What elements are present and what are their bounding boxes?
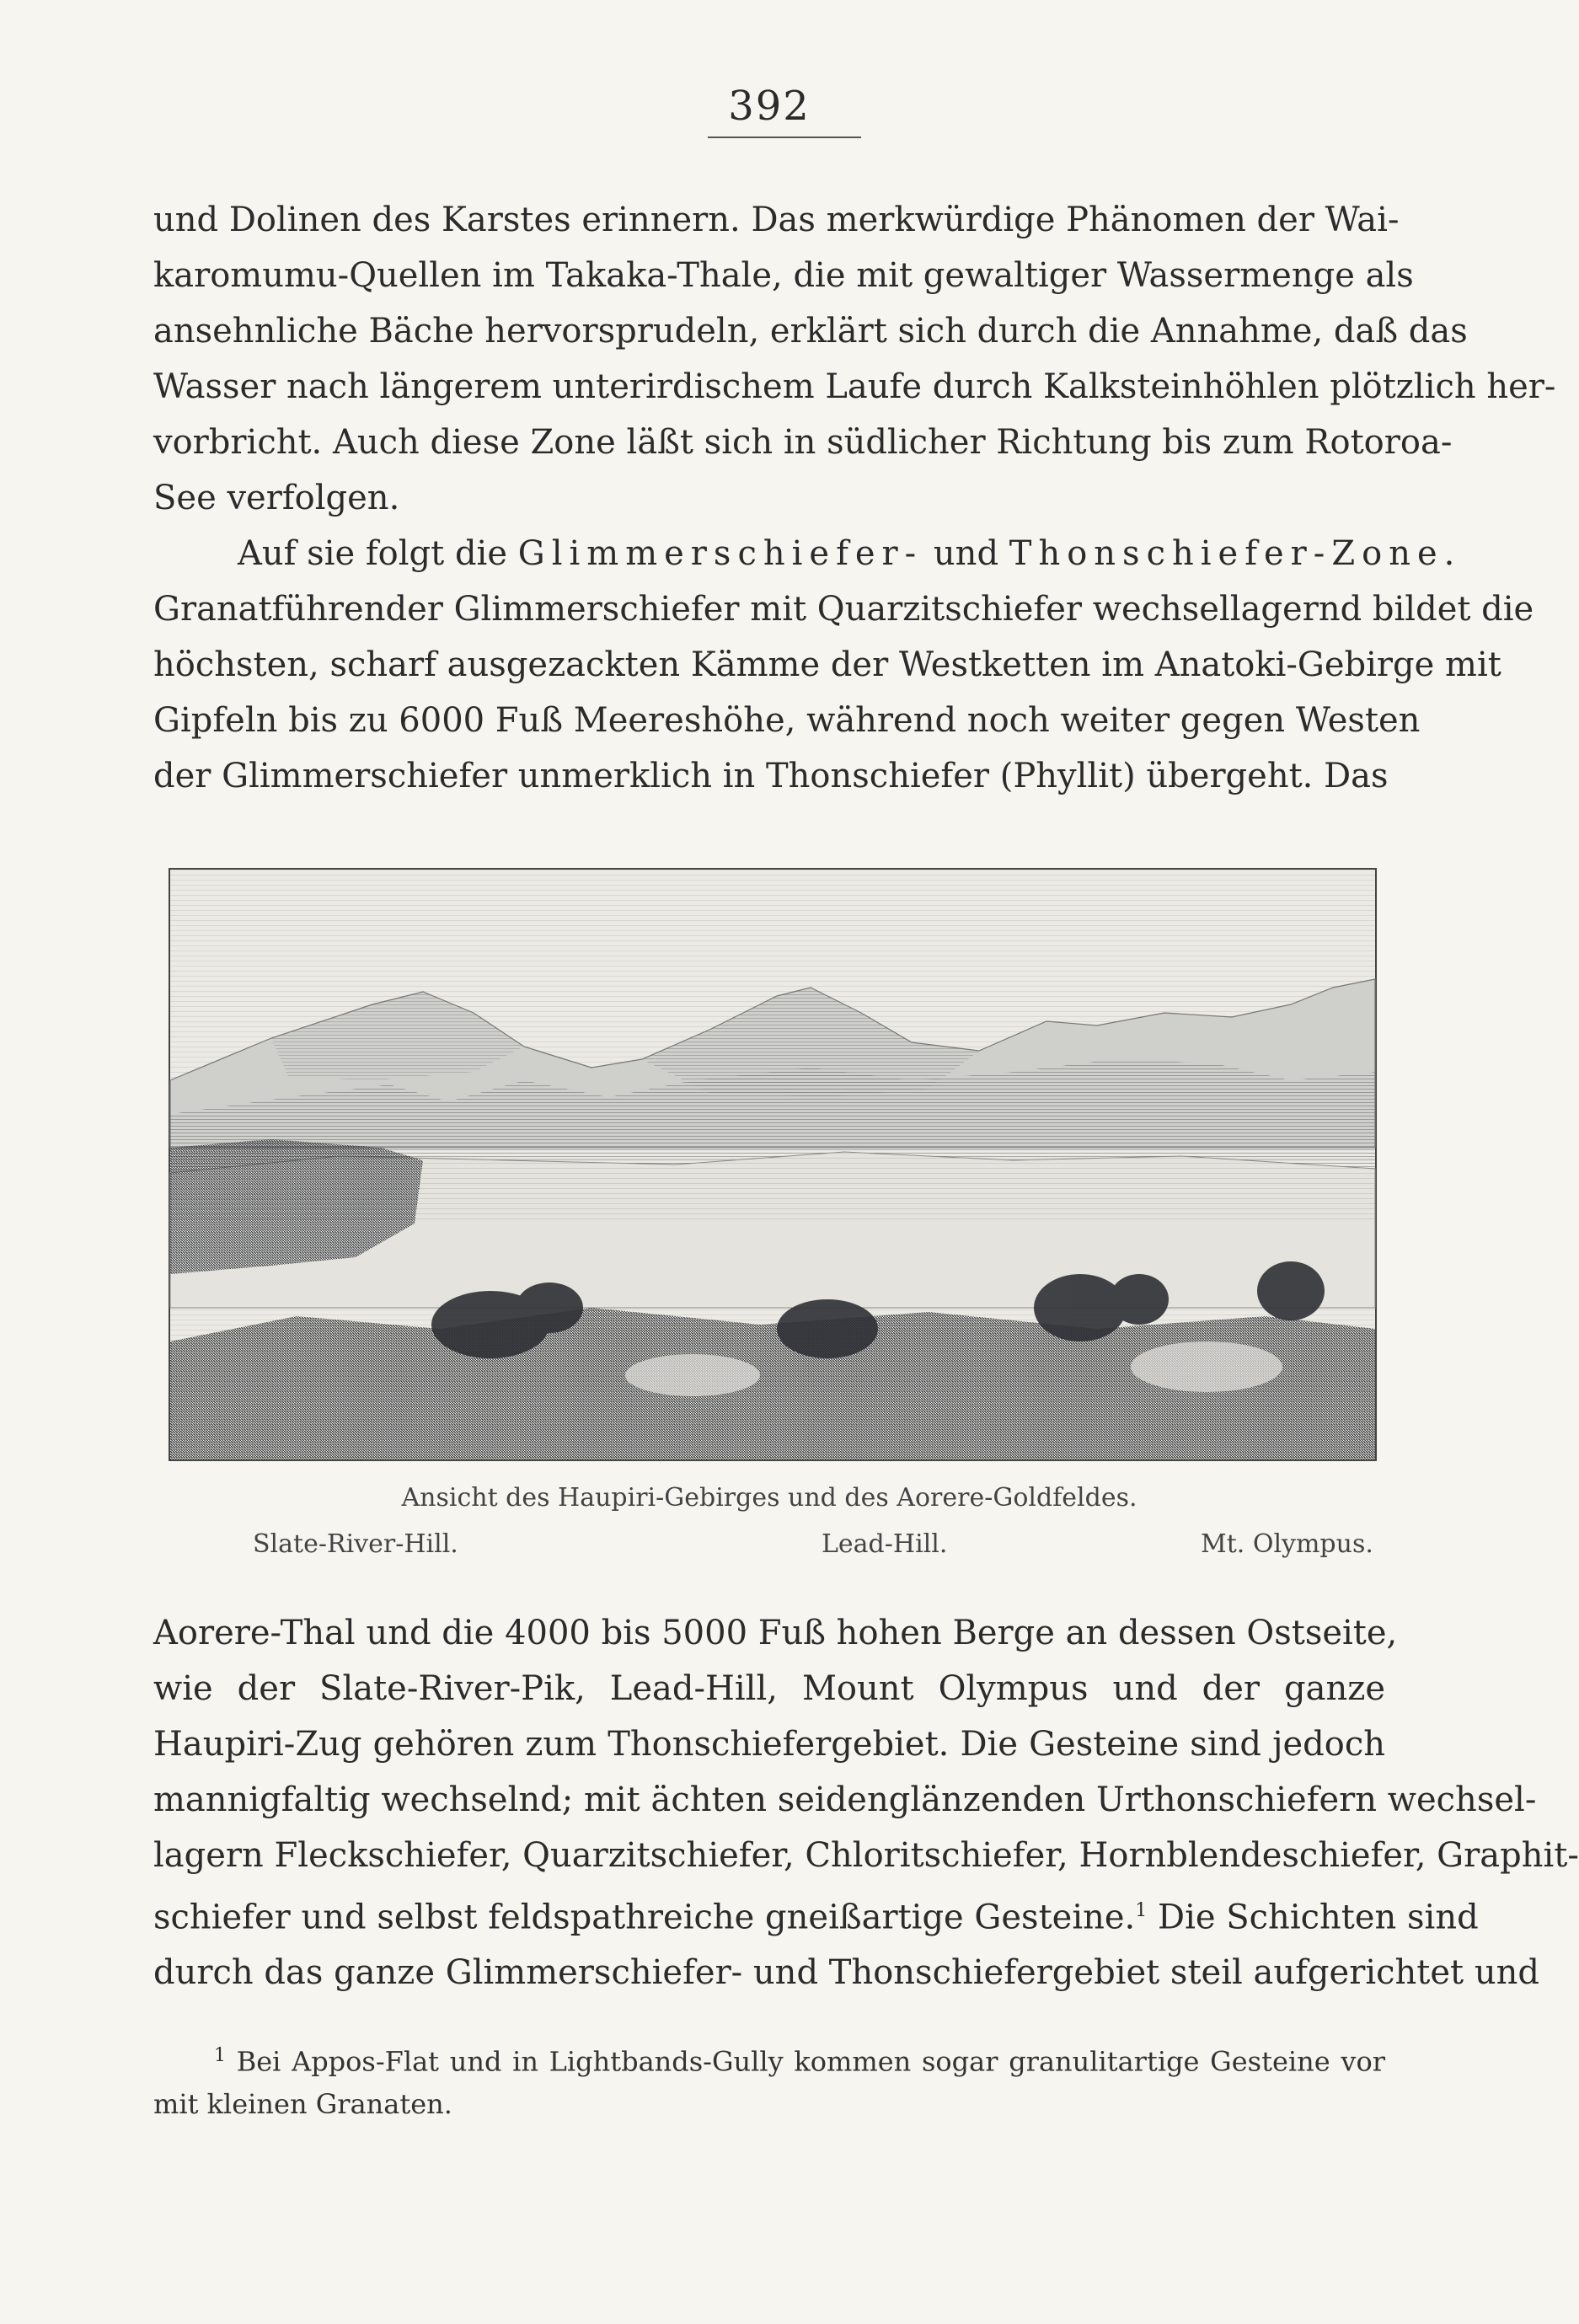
label-mt-olympus: Mt. Olympus. bbox=[1201, 1529, 1373, 1559]
footnote-line: mit kleinen Granaten. bbox=[153, 2087, 452, 2120]
text-line: See verfolgen. bbox=[153, 479, 400, 517]
footnote bbox=[153, 2035, 1385, 2125]
paragraph-2 bbox=[153, 526, 1534, 804]
text-line: lagern Fleckschiefer, Quarzitschiefer, Chloritschiefer, Hornblendeschiefer, Graphit- bbox=[153, 1836, 1579, 1875]
text-line: vorbricht. Auch diese Zone läßt sich in südlicher Richtung bis zum Rotoroa- bbox=[153, 423, 1453, 462]
text-line: durch das ganze Glimmerschiefer- und Thonschiefergebiet steil aufgerichtet und bbox=[153, 1953, 1539, 1993]
page-number: 392 bbox=[728, 83, 811, 130]
label-lead-hill: Lead-Hill. bbox=[822, 1529, 948, 1559]
text-line: der Glimmerschiefer unmerklich in Thonschiefer (Phyllit) übergeht. Das bbox=[153, 757, 1389, 795]
text-line: höchsten, scharf ausgezackten Kämme der Westketten im Anatoki-Gebirge mit bbox=[153, 645, 1501, 684]
paragraph-1 bbox=[153, 192, 1556, 526]
text-line: und Dolinen des Karstes erinnern. Das merkwürdige Phänomen der Wai- bbox=[153, 201, 1400, 239]
figure-caption: Ansicht des Haupiri-Gebirges und des Aorere-Goldfeldes. bbox=[401, 1483, 1137, 1513]
text-line: Wasser nach längerem unterirdischem Laufe durch Kalksteinhöhlen plötzlich her- bbox=[153, 367, 1556, 406]
text-line: karomumu-Quellen im Takaka-Thale, die mit gewaltiger Wassermenge als bbox=[153, 256, 1414, 295]
footnote-marker: 1 bbox=[1135, 1900, 1148, 1921]
text-line: schiefer und selbst feldspathreiche gneißartige Gesteine.$^1$ Die Schichten sind bbox=[153, 1898, 1479, 1937]
term-glimmerschiefer: Glimmerschiefer- bbox=[517, 534, 923, 573]
label-slate-river-hill: Slate-River-Hill. bbox=[253, 1529, 458, 1559]
header-rule bbox=[708, 137, 861, 138]
text-line: Auf sie folgt die Glimmerschiefer- und Thonschiefer-Zone. bbox=[238, 534, 1462, 573]
paragraph-3 bbox=[153, 1605, 1579, 2000]
footnote-number: 1 bbox=[214, 2045, 226, 2066]
text-line: mannigfaltig wechselnd; mit ächten seidenglänzenden Urthonschiefern wechsel- bbox=[153, 1780, 1537, 1819]
footnote-line: $^1$ Bei Appos-Flat und in Lightbands-Gully kommen sogar granulitartige Gesteine vor bbox=[214, 2045, 1386, 2078]
text-line: Haupiri-Zug gehören zum Thonschiefergebiet. Die Gesteine sind jedoch bbox=[153, 1725, 1385, 1764]
text-line: wie der Slate-River-Pik, Lead-Hill, Mount Olympus und der ganze bbox=[153, 1669, 1385, 1708]
text-line: Gipfeln bis zu 6000 Fuß Meereshöhe, während noch weiter gegen Westen bbox=[153, 701, 1421, 740]
landscape-engraving bbox=[169, 868, 1377, 1461]
text-line: Granatführender Glimmerschiefer mit Quarzitschiefer wechsellagernd bildet die bbox=[153, 590, 1534, 629]
term-thonschiefer-zone: Thonschiefer-Zone. bbox=[1009, 534, 1462, 573]
landscape-illustration bbox=[170, 870, 1375, 1459]
text-line: Aorere-Thal und die 4000 bis 5000 Fuß hohen Berge an dessen Ostseite, bbox=[153, 1614, 1398, 1652]
text-line: ansehnliche Bäche hervorsprudeln, erklärt sich durch die Annahme, daß das bbox=[153, 312, 1468, 351]
